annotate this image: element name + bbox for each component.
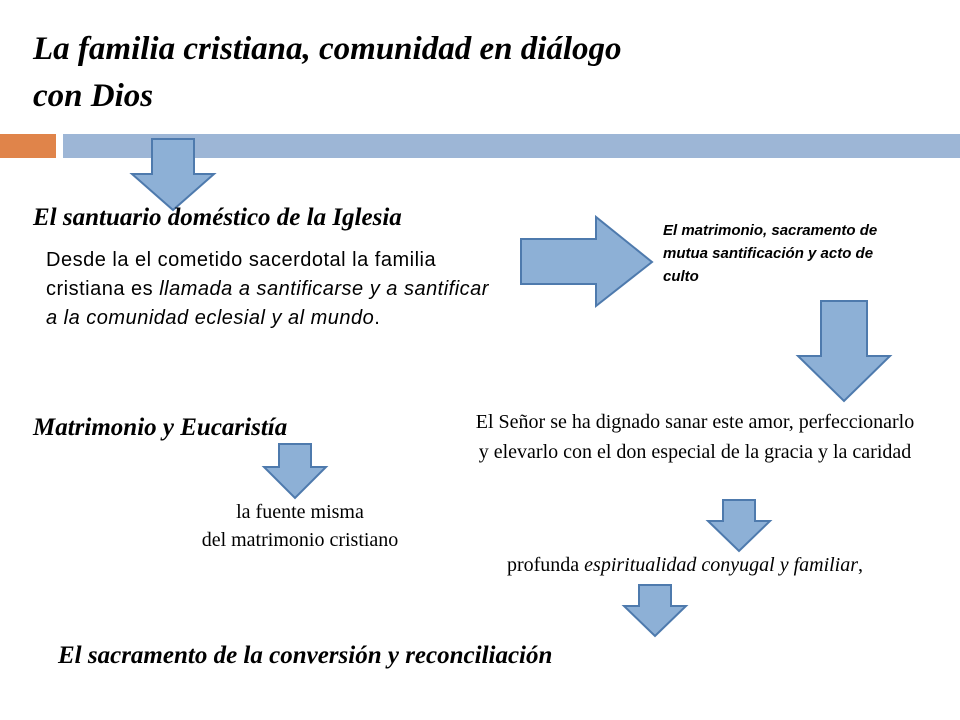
santuario-text: Desde la el cometido sacerdotal la familia cristiana es llamada a santificarse y a santificar a la comunidad eclesial y al mundo. (46, 249, 489, 329)
accent-bar-orange (0, 134, 56, 158)
eucaristia-heading: Matrimonio y Eucaristía (33, 414, 288, 441)
santuario-heading: El santuario doméstico de la Iglesia (33, 204, 402, 231)
arrow-down-icon (622, 584, 688, 638)
fuente-line-1: la fuente misma (236, 501, 364, 523)
matrimonio-sacramento-text: El matrimonio, sacramento de mutua santificación y acto de culto (663, 222, 878, 285)
senor-text: El Señor se ha dignado sanar este amor, perfeccionarlo y elevarlo con el don especial de la gracia y la caridad (475, 411, 915, 463)
arrow-down-icon (706, 499, 772, 553)
arrow-down-icon (130, 138, 216, 212)
arrow-down-icon (796, 300, 892, 403)
fuente-text (140, 498, 460, 554)
arrow-down-icon (262, 443, 328, 500)
fuente-line-2: del matrimonio cristiano (201, 529, 399, 551)
conversion-heading: El sacramento de la conversión y reconciliación (58, 642, 553, 669)
espiritualidad-text: profunda espiritualidad conyugal y familiar, (506, 554, 864, 576)
arrow-right-icon (520, 216, 654, 308)
slide-title: La familia cristiana, comunidad en diálogo con Dios (33, 31, 622, 114)
